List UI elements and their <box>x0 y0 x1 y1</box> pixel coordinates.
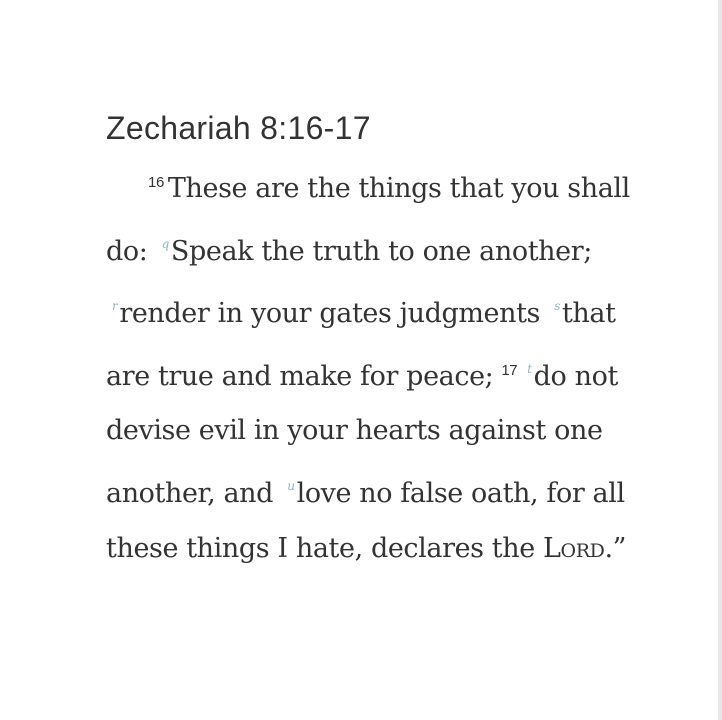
verse-segment-5: do not devise evil in your hearts against one another, and <box>106 360 618 509</box>
verse-number-16: 16 <box>148 174 164 191</box>
page-edge-divider <box>718 0 722 720</box>
cross-reference-t[interactable]: t <box>527 361 532 376</box>
verse-segment-6: love no false oath, for all these things I hate, declares the <box>106 477 625 564</box>
cross-reference-r[interactable]: r <box>112 299 118 314</box>
passage-reference: Zechariah 8:16-17 <box>106 110 371 146</box>
cross-reference-u[interactable]: u <box>287 478 295 493</box>
verse-closing: .” <box>604 532 627 564</box>
verse-segment-3: render in your gates judgments <box>119 298 541 330</box>
verse-segment-1: These are the things that you shall do: <box>106 173 630 267</box>
cross-reference-s[interactable]: s <box>554 299 560 314</box>
verse-segment-4: that are true and make for peace; <box>106 298 616 392</box>
verse-number-17: 17 <box>501 361 518 379</box>
verse-segment-2: Speak the truth to one another; <box>170 235 592 267</box>
verse-text <box>106 156 666 576</box>
scripture-passage <box>106 100 666 576</box>
cross-reference-q[interactable]: q <box>161 236 169 251</box>
divine-name-lord: Lord <box>543 532 605 564</box>
